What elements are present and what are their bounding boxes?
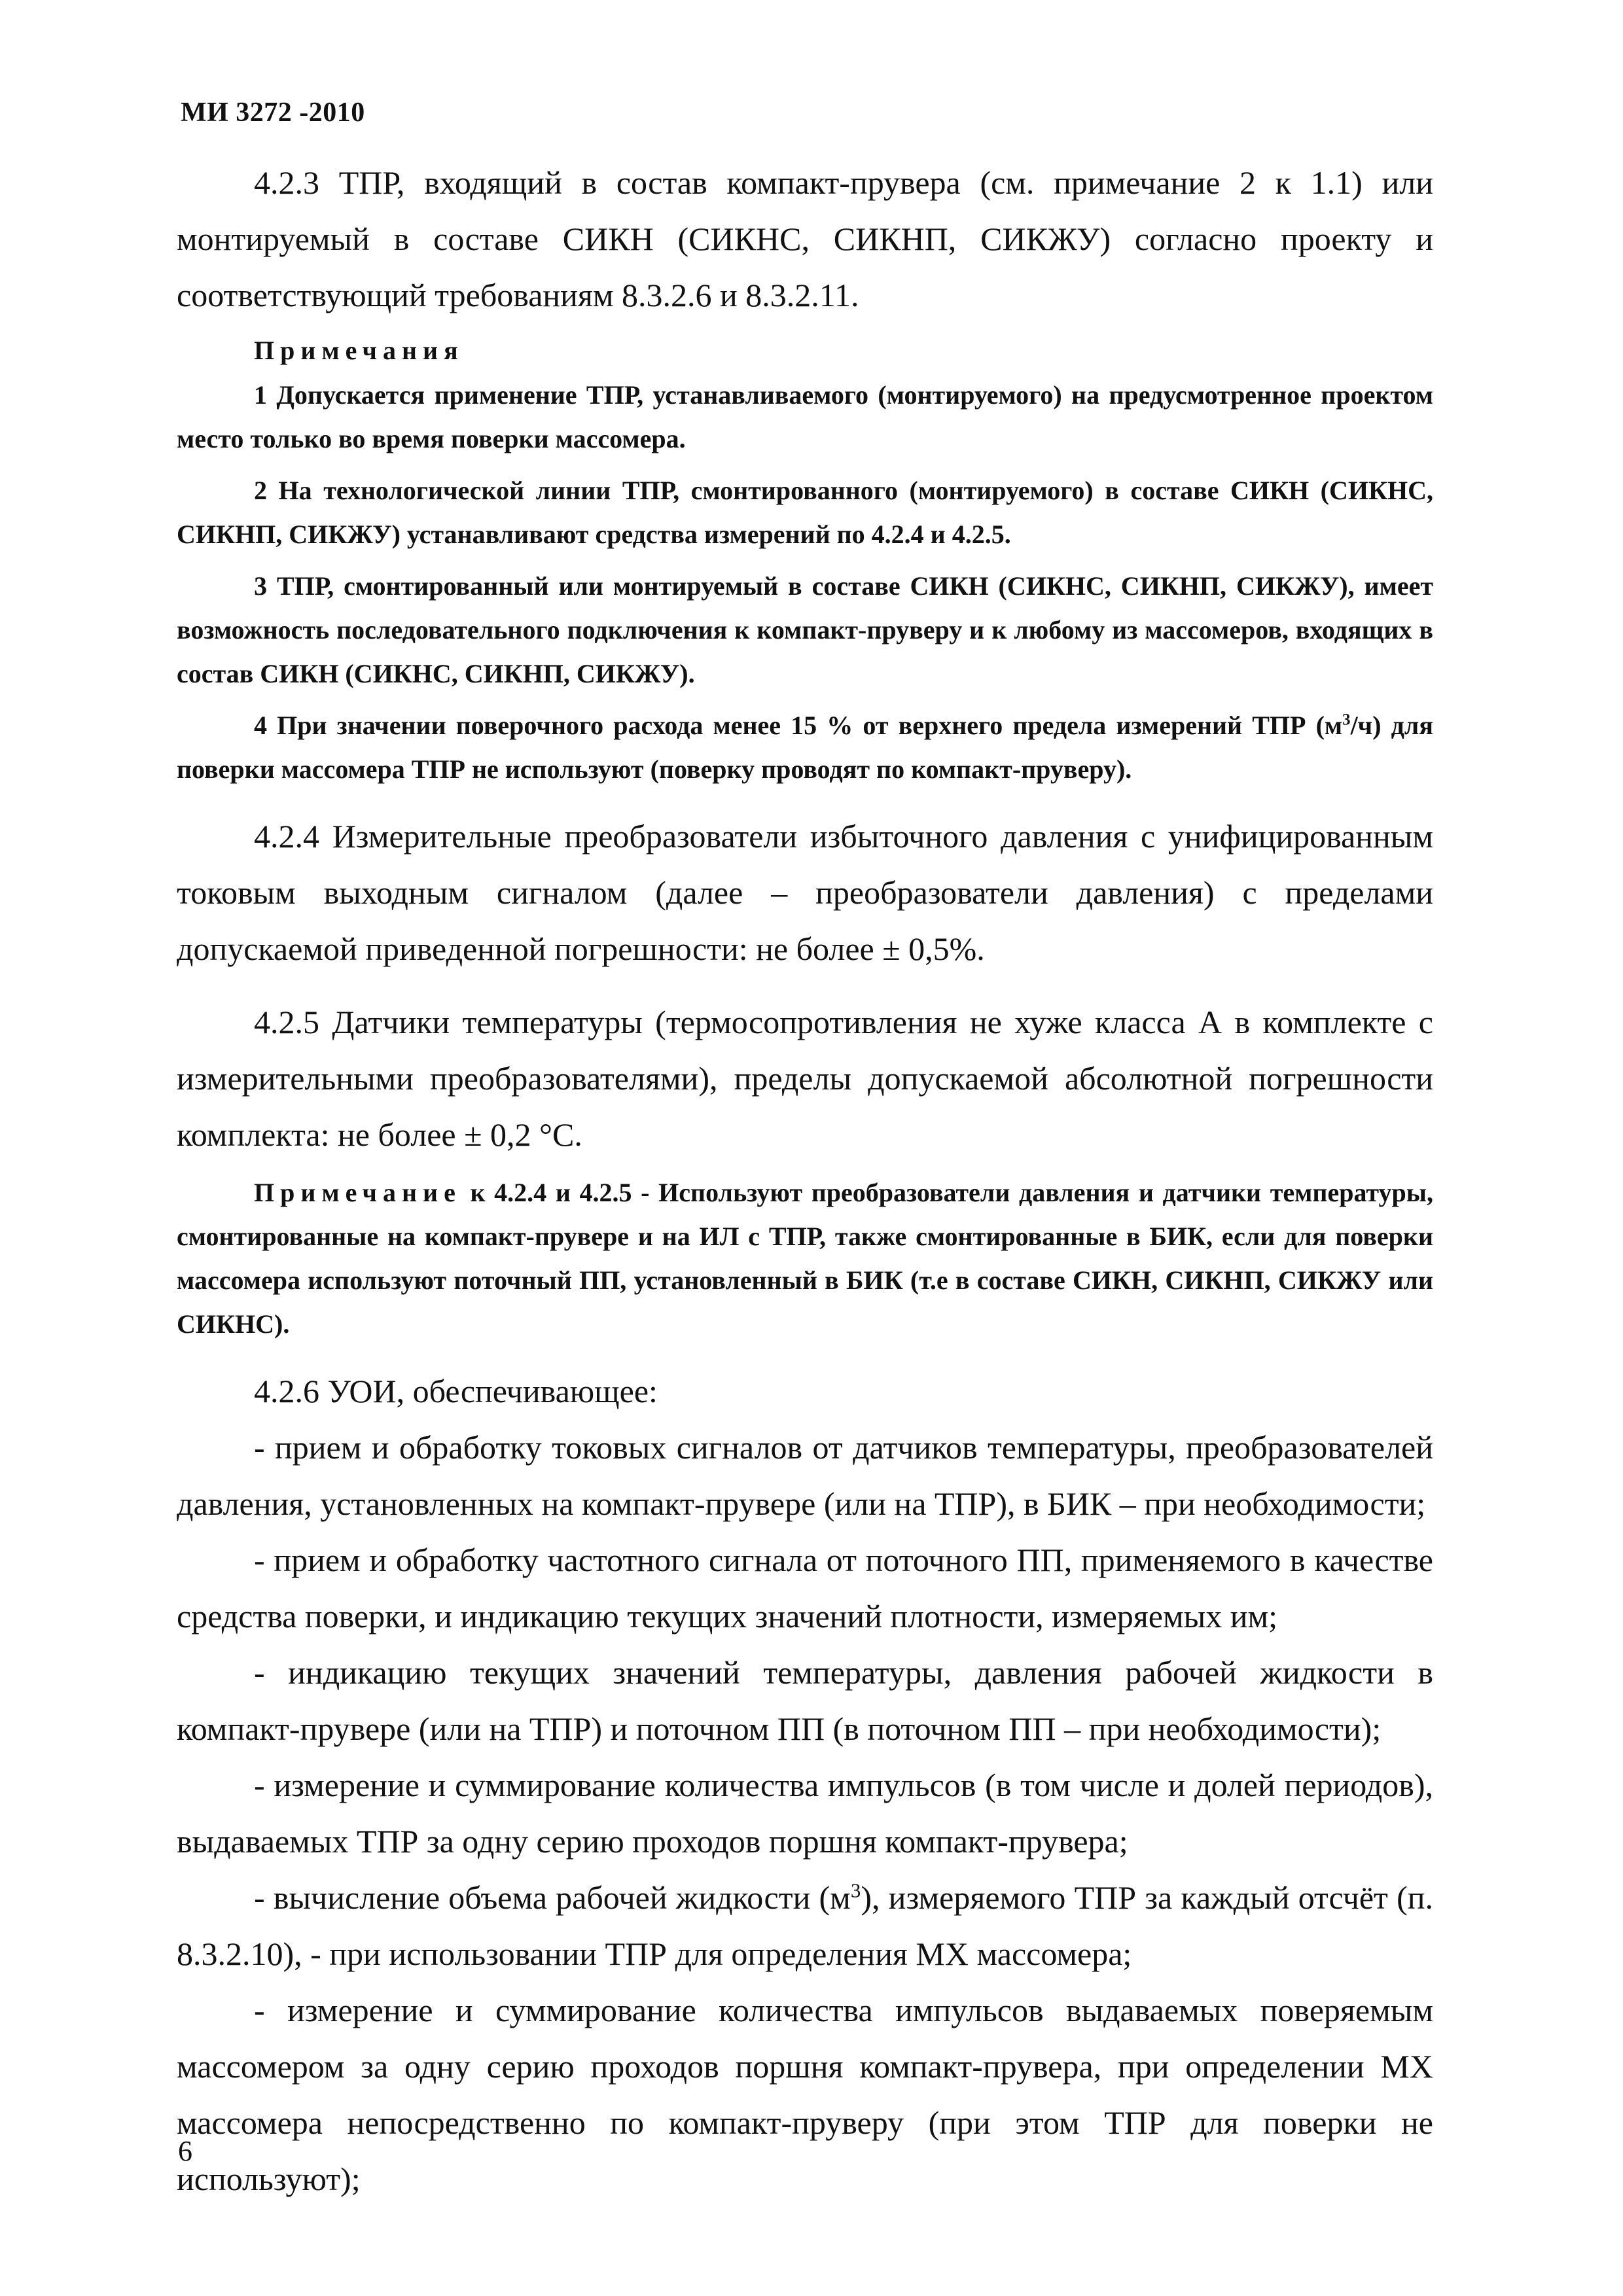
note-label: Примечание <box>254 1178 461 1207</box>
note-text: к 4.2.4 и 4.2.5 - Используют преобразователи давления и датчики температуры, смонтированные на компакт-прувере и на ИЛ с ТПР, также смонтированные в БИК, если для поверки массомера используют поточный ПП, установленный в БИК (т.е в составе СИКН, СИКНП, СИКЖУ или СИКНС). <box>177 1178 1433 1339</box>
note-to-4-2-4-and-4-2-5 <box>177 1171 1433 1346</box>
note-3: 3 ТПР, смонтированный или монтируемый в составе СИКН (СИКНС, СИКНП, СИКЖУ), имеет возможность последовательного подключения к компакт-пруверу и к любому из массомеров, входящих в состав СИКН (СИКНС, СИКНП, СИКЖУ). <box>177 571 1433 688</box>
paragraph-4-2-4: 4.2.4 Измерительные преобразователи избыточного давления с унифицированным токовым выходным сигналом (далее – преобразователи давления) с пределами допускаемой приведенной погрешности: не более ± 0,5%. <box>177 818 1433 967</box>
note-4-text-start: 4 При значении поверочного расхода менее 15 % от верхнего предела измерений ТПР (м <box>254 711 1343 740</box>
list-item-2: - прием и обработку частотного сигнала от поточного ПП, применяемого в качестве средства поверки, и индикацию текущих значений плотности, измеряемых им; <box>177 1542 1433 1634</box>
notes-heading: Примечания <box>254 336 464 365</box>
list-item-5-superscript: 3 <box>850 1879 861 1902</box>
note-2: 2 На технологической линии ТПР, смонтированного (монтируемого) в составе СИКН (СИКНС, СИКНП, СИКЖУ) устанавливают средства измерений по 4.2.4 и 4.2.5. <box>177 476 1433 549</box>
list-item-3: - индикацию текущих значений температуры, давления рабочей жидкости в компакт-прувере (или на ТПР) и поточном ПП (в поточном ПП – при необходимости); <box>177 1654 1433 1747</box>
list-item-6: - измерение и суммирование количества импульсов выдаваемых поверяемым массомером за одну серию проходов поршня компакт-прувера, при определении МХ массомера непосредственно по компакт-пруверу (при этом ТПР для поверки не используют); <box>177 1992 1433 2197</box>
paragraph-4-2-5: 4.2.5 Датчики температуры (термосопротивления не хуже класса А в комплекте с измерительными преобразователями), пределы допускаемой абсолютной погрешности комплекта: не более ± 0,2 °С. <box>177 1004 1433 1153</box>
document-body <box>177 154 1433 2207</box>
note-4-text-end: /ч) для поверки массомера ТПР не используют (поверку проводят по компакт-пруверу). <box>177 711 1433 784</box>
note-4-superscript: 3 <box>1342 711 1351 729</box>
page-number: 6 <box>178 2135 192 2167</box>
list-item-1: - прием и обработку токовых сигналов от датчиков температуры, преобразователей давления, установленных на компакт-прувере (или на ТПР), в БИК – при необходимости; <box>177 1429 1433 1522</box>
list-item-4: - измерение и суммирование количества импульсов (в том числе и долей периодов), выдаваемых ТПР за одну серию проходов поршня компакт-прувера; <box>177 1767 1433 1860</box>
note-4 <box>177 703 1433 791</box>
paragraph-4-2-3: 4.2.3 ТПР, входящий в состав компакт-прувера (см. примечание 2 к 1.1) или монтируемый в составе СИКН (СИКНС, СИКНП, СИКЖУ) согласно проекту и соответствующий требованиям 8.3.2.6 и 8.3.2.11. <box>177 164 1433 313</box>
list-item-5-text-end: ), измеряемого ТПР за каждый отсчёт (п. 8.3.2.10), - при использовании ТПР для определения МХ массомера; <box>177 1879 1433 1972</box>
document-code-header: МИ 3272 -2010 <box>181 97 365 128</box>
list-item-5 <box>177 1869 1433 1982</box>
list-item-5-text-start: - вычисление объема рабочей жидкости (м <box>254 1879 851 1916</box>
paragraph-4-2-6: 4.2.6 УОИ, обеспечивающее: <box>254 1373 658 1409</box>
note-1: 1 Допускается применение ТПР, устанавливаемого (монтируемого) на предусмотренное проектом место только во время поверки массомера. <box>177 380 1433 453</box>
